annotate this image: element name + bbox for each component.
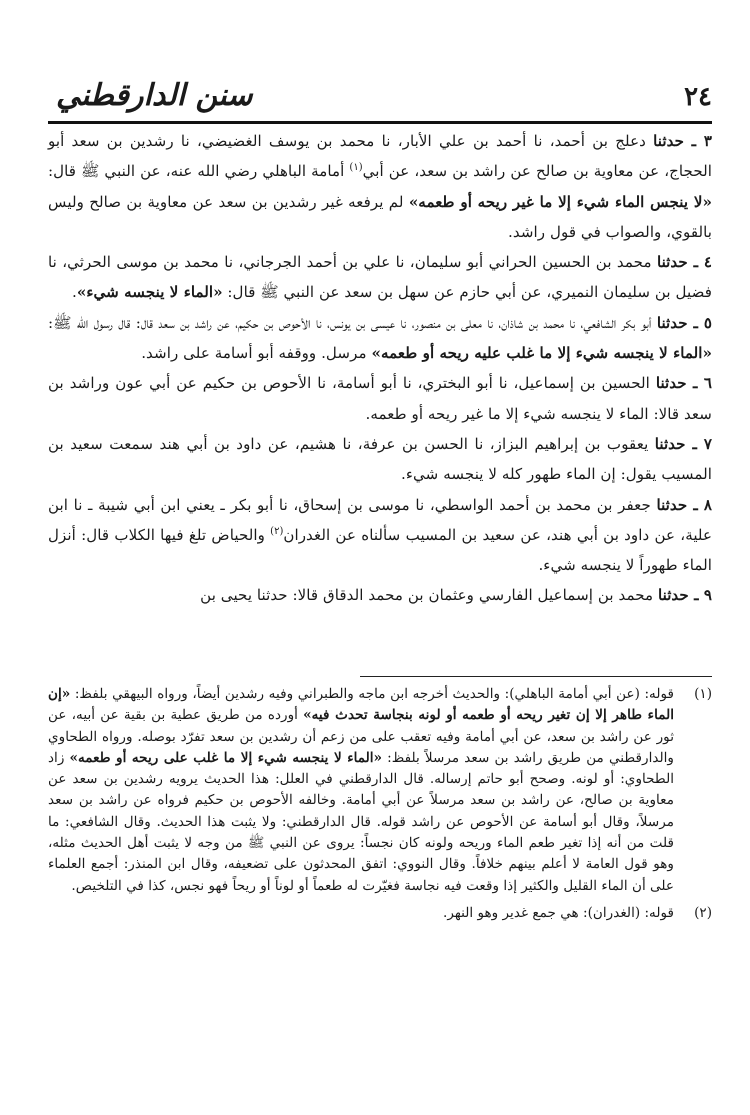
footnotes xyxy=(48,684,712,924)
hadith-matn: «لا ينجس الماء شيء إلا ما غير ريحه أو طعمه» xyxy=(408,192,713,211)
hadith-7 xyxy=(48,429,712,490)
footnote-ref[interactable]: (١) xyxy=(349,162,363,174)
footnote-ref[interactable]: (٢) xyxy=(270,525,284,537)
footnote-1 xyxy=(48,684,712,897)
hadith-text: والحياض تلغ فيها الكلاب قال: أنزل الماء طهوراً لا ينجسه شيء. xyxy=(48,525,712,575)
header-rule xyxy=(48,121,712,124)
hadith-lead: ٩ ـ حدثنا xyxy=(658,586,712,605)
footnote-text: أورده من طريق عطية بن بقية عن أبيه، عن ثور عن راشد بن سعد، عن أبي أمامة وفيه تعقب على من زعم أن رشدين بن سعد تفرّد بوصله. ورواه الطحاوي والدارقطني من طريق راشد بن سعد مرسلاً بلفظ: xyxy=(48,707,674,766)
footnote-text: زاد الطحاوي: أو لونه. وصحح أبو حاتم إرساله. قال الدارقطني في العلل: هذا الحديث يرويه رشدين بن سعد عن معاوية بن صالح، عن راشد بن سعد مرسلاً عن أبي أمامة. وخالفه الأحوص بن حكيم فرواه عن راشد بن سعد مرسلاً، وقال أبو أسامة عن الأحوص عن راشد قوله. قال الدارقطني: ولا يثبت هذا الحديث. وقال الشافعي: ما قلت من أنه إذا تغير طعم الماء وريحه ولونه كان نجساً: يروى عن النبي ﷺ من وجه لا يثبت أهل الحديث مثله، وهو قول العامة لا أعلم بينهم خلافاً. وقال النووي: اتفق المحدثون على تضعيفه، وقال ابن المنذر: أجمع العلماء على أن الماء القليل والكثير إذا وقعت فيه نجاسة فغيّرت له طعماً أو لوناً أو ريحاً فهو نجس، كذا في التلخيص. xyxy=(48,749,675,894)
footnote-number: (٢) xyxy=(694,904,712,921)
hadith-lead: ٤ ـ حدثنا xyxy=(656,253,713,272)
page-header xyxy=(48,78,712,122)
hadith-lead: ٧ ـ حدثنا xyxy=(654,434,712,453)
footnote-body xyxy=(48,684,674,897)
footnote-text: قوله: (الغدران): هي جمع غدير وهو النهر. xyxy=(443,904,674,921)
footnote-text: قوله: (عن أبي أمامة الباهلي): والحديث أخرجه ابن ماجه والطبراني وفيه رشدين أيضاً، ورواه البيهقي بلفظ: xyxy=(70,686,674,702)
hadith-text: الحسين بن إسماعيل، نا أبو البختري، نا أبو أسامة، نا الأحوص بن حكيم عن أبي عون وراشد بن سعد قالا: الماء لا ينجسه شيء إلا ما غير ريحه أو طعمه. xyxy=(48,374,712,423)
hadith-matn: «الماء لا ينجسه شيء» xyxy=(76,283,223,302)
hadith-lead: ٨ ـ حدثنا xyxy=(656,495,712,514)
hadith-8 xyxy=(48,490,712,581)
footnote-body xyxy=(48,903,674,924)
hadith-lead: ٥ ـ حدثنا xyxy=(656,313,713,332)
footnote-2 xyxy=(48,903,712,924)
hadith-lead: ٣ ـ حدثنا xyxy=(653,132,712,150)
hadith-text: أمامة الباهلي رضي الله عنه، عن النبي ﷺ قال: xyxy=(48,162,350,181)
hadith-text: دعلج بن أحمد، نا أحمد بن علي الأبار، نا محمد بن يوسف الغضيضي، نا رشدين بن سعد أبو الحجاج، عن معاوية بن صالح عن راشد بن سعد، عن أبي xyxy=(48,132,712,181)
footnote-quote: «إن الماء طاهر إلا إن تغير ريحه أو طعمه أو لونه بنجاسة تحدث فيه» xyxy=(48,686,674,724)
hadith-text: أبو بكر الشافعي، نا محمد بن شاذان، نا معلى بن منصور، نا عيسى بن يونس، نا الأحوص بن حكيم، عن راشد بن سعد قال: قال رسول الله ﷺ: xyxy=(48,313,657,332)
hadith-text: محمد بن إسماعيل الفارسي وعثمان بن محمد الدقاق قالا: حدثنا يحيى بن xyxy=(200,586,658,605)
hadith-matn: «الماء لا ينجسه شيء إلا ما غلب عليه ريحه أو طعمه» xyxy=(371,344,712,363)
hadith-6 xyxy=(48,368,712,429)
hadith-lead: ٦ ـ حدثنا xyxy=(655,374,713,393)
hadith-text: لم يرفعه غير رشدين بن سعد عن معاوية بن صالح وليس بالقوي، والصواب في قول راشد. xyxy=(48,192,712,241)
hadith-text: مرسل. ووقفه أبو أسامة على راشد. xyxy=(141,344,372,363)
hadith-3 xyxy=(48,126,712,247)
hadith-text: محمد بن الحسين الحراني أبو سليمان، نا علي بن أحمد الجرجاني، نا محمد بن موسى الحرثي، نا فضيل بن سليمان النميري، عن أبي حازم عن سهل بن سعد عن النبي ﷺ قال: xyxy=(48,253,712,302)
footnote-separator xyxy=(360,676,712,677)
hadith-4 xyxy=(48,247,712,308)
main-text xyxy=(48,126,712,611)
hadith-9 xyxy=(48,580,712,610)
hadith-text: يعقوب بن إبراهيم البزاز، نا الحسن بن عرفة، نا هشيم، عن داود بن أبي هند سمعت سعيد بن المسيب يقول: إن الماء طهور كله لا ينجسه شيء. xyxy=(48,434,712,484)
hadith-5 xyxy=(48,308,712,369)
page-number: ٢٤ xyxy=(684,82,712,112)
hadith-text: . xyxy=(72,283,77,302)
footnote-quote: «الماء لا ينجسه شيء إلا ما غلب على ريحه أو طعمه» xyxy=(69,749,383,766)
running-title: سنن الدارقطني xyxy=(56,78,253,113)
footnote-number: (١) xyxy=(694,686,712,702)
hadith-text: جعفر بن محمد بن أحمد الواسطي، نا موسى بن إسحاق، نا أبو بكر ـ يعني ابن أبي شيبة ـ نا ابن علية، عن داود بن أبي هند، عن سعيد بن المسيب سألناه عن الغدران xyxy=(48,495,713,544)
